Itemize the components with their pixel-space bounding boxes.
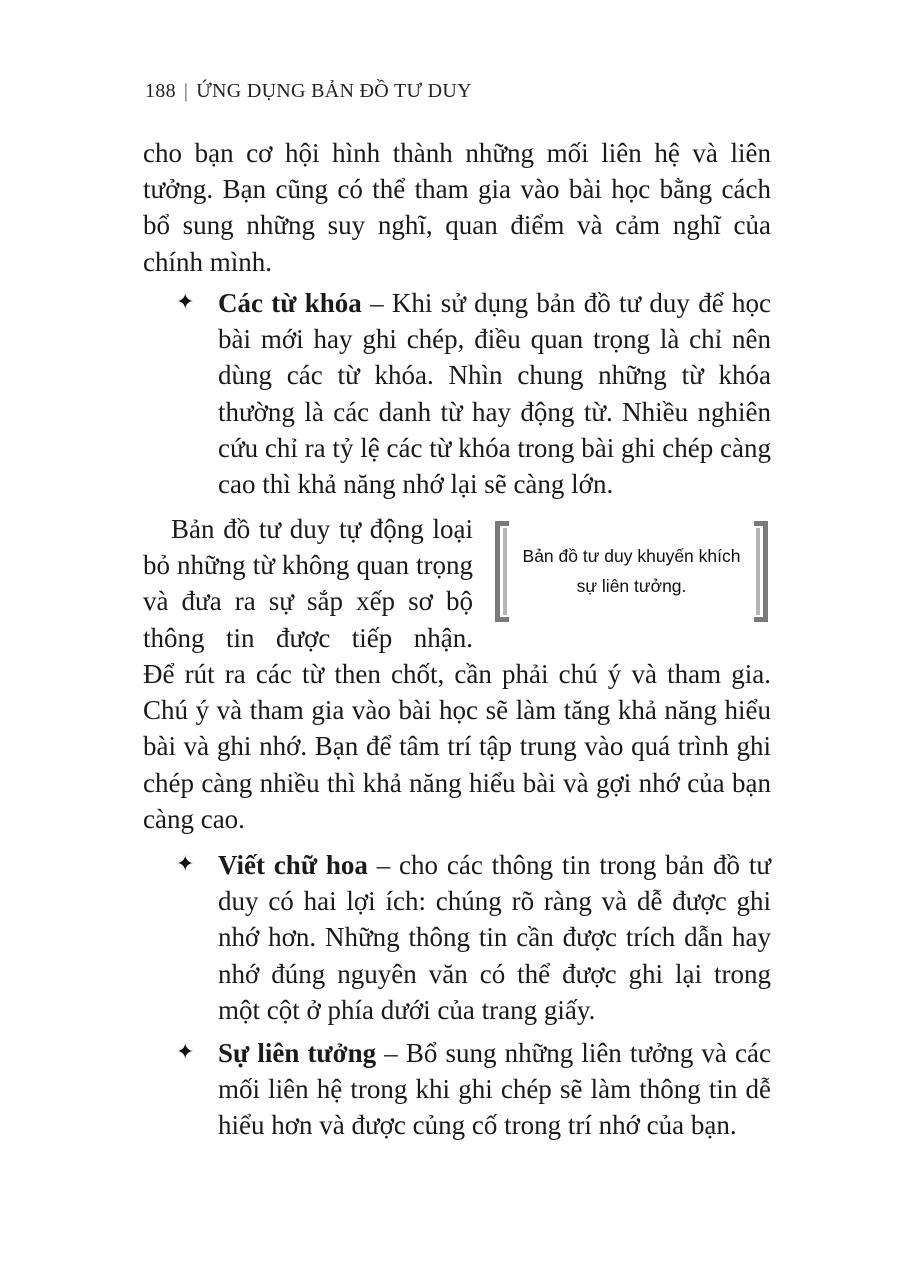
pull-quote-box xyxy=(495,521,768,622)
pull-quote-line-1: Bản đồ tư duy khuyến khích xyxy=(522,546,741,566)
bullet-text: – Khi sử dụng bản đồ tư duy để học bài mới hay ghi chép, điều quan trọng là chỉ nên dùng các từ khóa. Nhìn chung những từ khóa thường là các danh từ hay động từ. Nhiều nghiên cứu chỉ ra tỷ lệ các từ khóa trong bài ghi chép càng cao thì khả năng nhớ lại sẽ càng lớn. xyxy=(218,288,771,500)
paragraph-attention: Để rút ra các từ then chốt, cần phải chú ý và tham gia. Chú ý và tham gia vào bài học sẽ làm tăng khả năng hiểu bài và ghi nhớ. Bạn để tâm trí tập trung vào quá trình ghi chép càng nhiều thì khả năng hiểu bài và gợi nhớ của bạn càng cao. xyxy=(143,659,771,834)
pull-quote-line-2: sự liên tưởng. xyxy=(576,576,687,596)
star-bullet-icon: ✦ xyxy=(176,1040,195,1065)
star-bullet-icon: ✦ xyxy=(176,852,195,877)
paragraph-wrapped: Bản đồ tư duy tự động loại bỏ những từ không quan trọng và đưa ra sự sắp xếp sơ bộ thông tin được tiếp nhận. xyxy=(143,514,473,653)
page-number: 188 xyxy=(145,80,176,102)
bullet-text: – cho các thông tin trong bản đồ tư duy có hai lợi ích: chúng rõ ràng và dễ được ghi nhớ hơn. Những thông tin cần được trích dẫn hay nhớ đúng nguyên văn có thể được ghi lại trong một cột ở phía dưới của trang giấy. xyxy=(218,850,771,1025)
bullet-term: Viết chữ hoa xyxy=(218,850,368,880)
bullet-uppercase xyxy=(218,847,771,1028)
header-separator: | xyxy=(183,80,189,102)
bullet-term: Các từ khóa xyxy=(218,288,362,318)
book-title: ỨNG DỤNG BẢN ĐỒ TƯ DUY xyxy=(196,80,472,102)
frame-line-right xyxy=(756,528,760,615)
bullet-term: Sự liên tưởng xyxy=(218,1038,377,1068)
paragraph-intro: cho bạn cơ hội hình thành những mối liên hệ và liên tưởng. Bạn cũng có thể tham gia vào bài học bằng cách bổ sung những suy nghĩ, quan điểm và cảm nghĩ của chính mình. xyxy=(143,138,771,277)
frame-line-left xyxy=(503,528,507,615)
bullet-keywords xyxy=(218,285,771,502)
pull-quote-text xyxy=(513,541,750,601)
star-bullet-icon: ✦ xyxy=(176,290,195,315)
bullet-text: – Bổ sung những liên tưởng và các mối liên hệ trong khi ghi chép sẽ làm thông tin dễ hiểu hơn và được củng cố trong trí nhớ của bạn. xyxy=(218,1038,771,1141)
bullet-association xyxy=(218,1035,771,1144)
running-head xyxy=(145,80,472,103)
